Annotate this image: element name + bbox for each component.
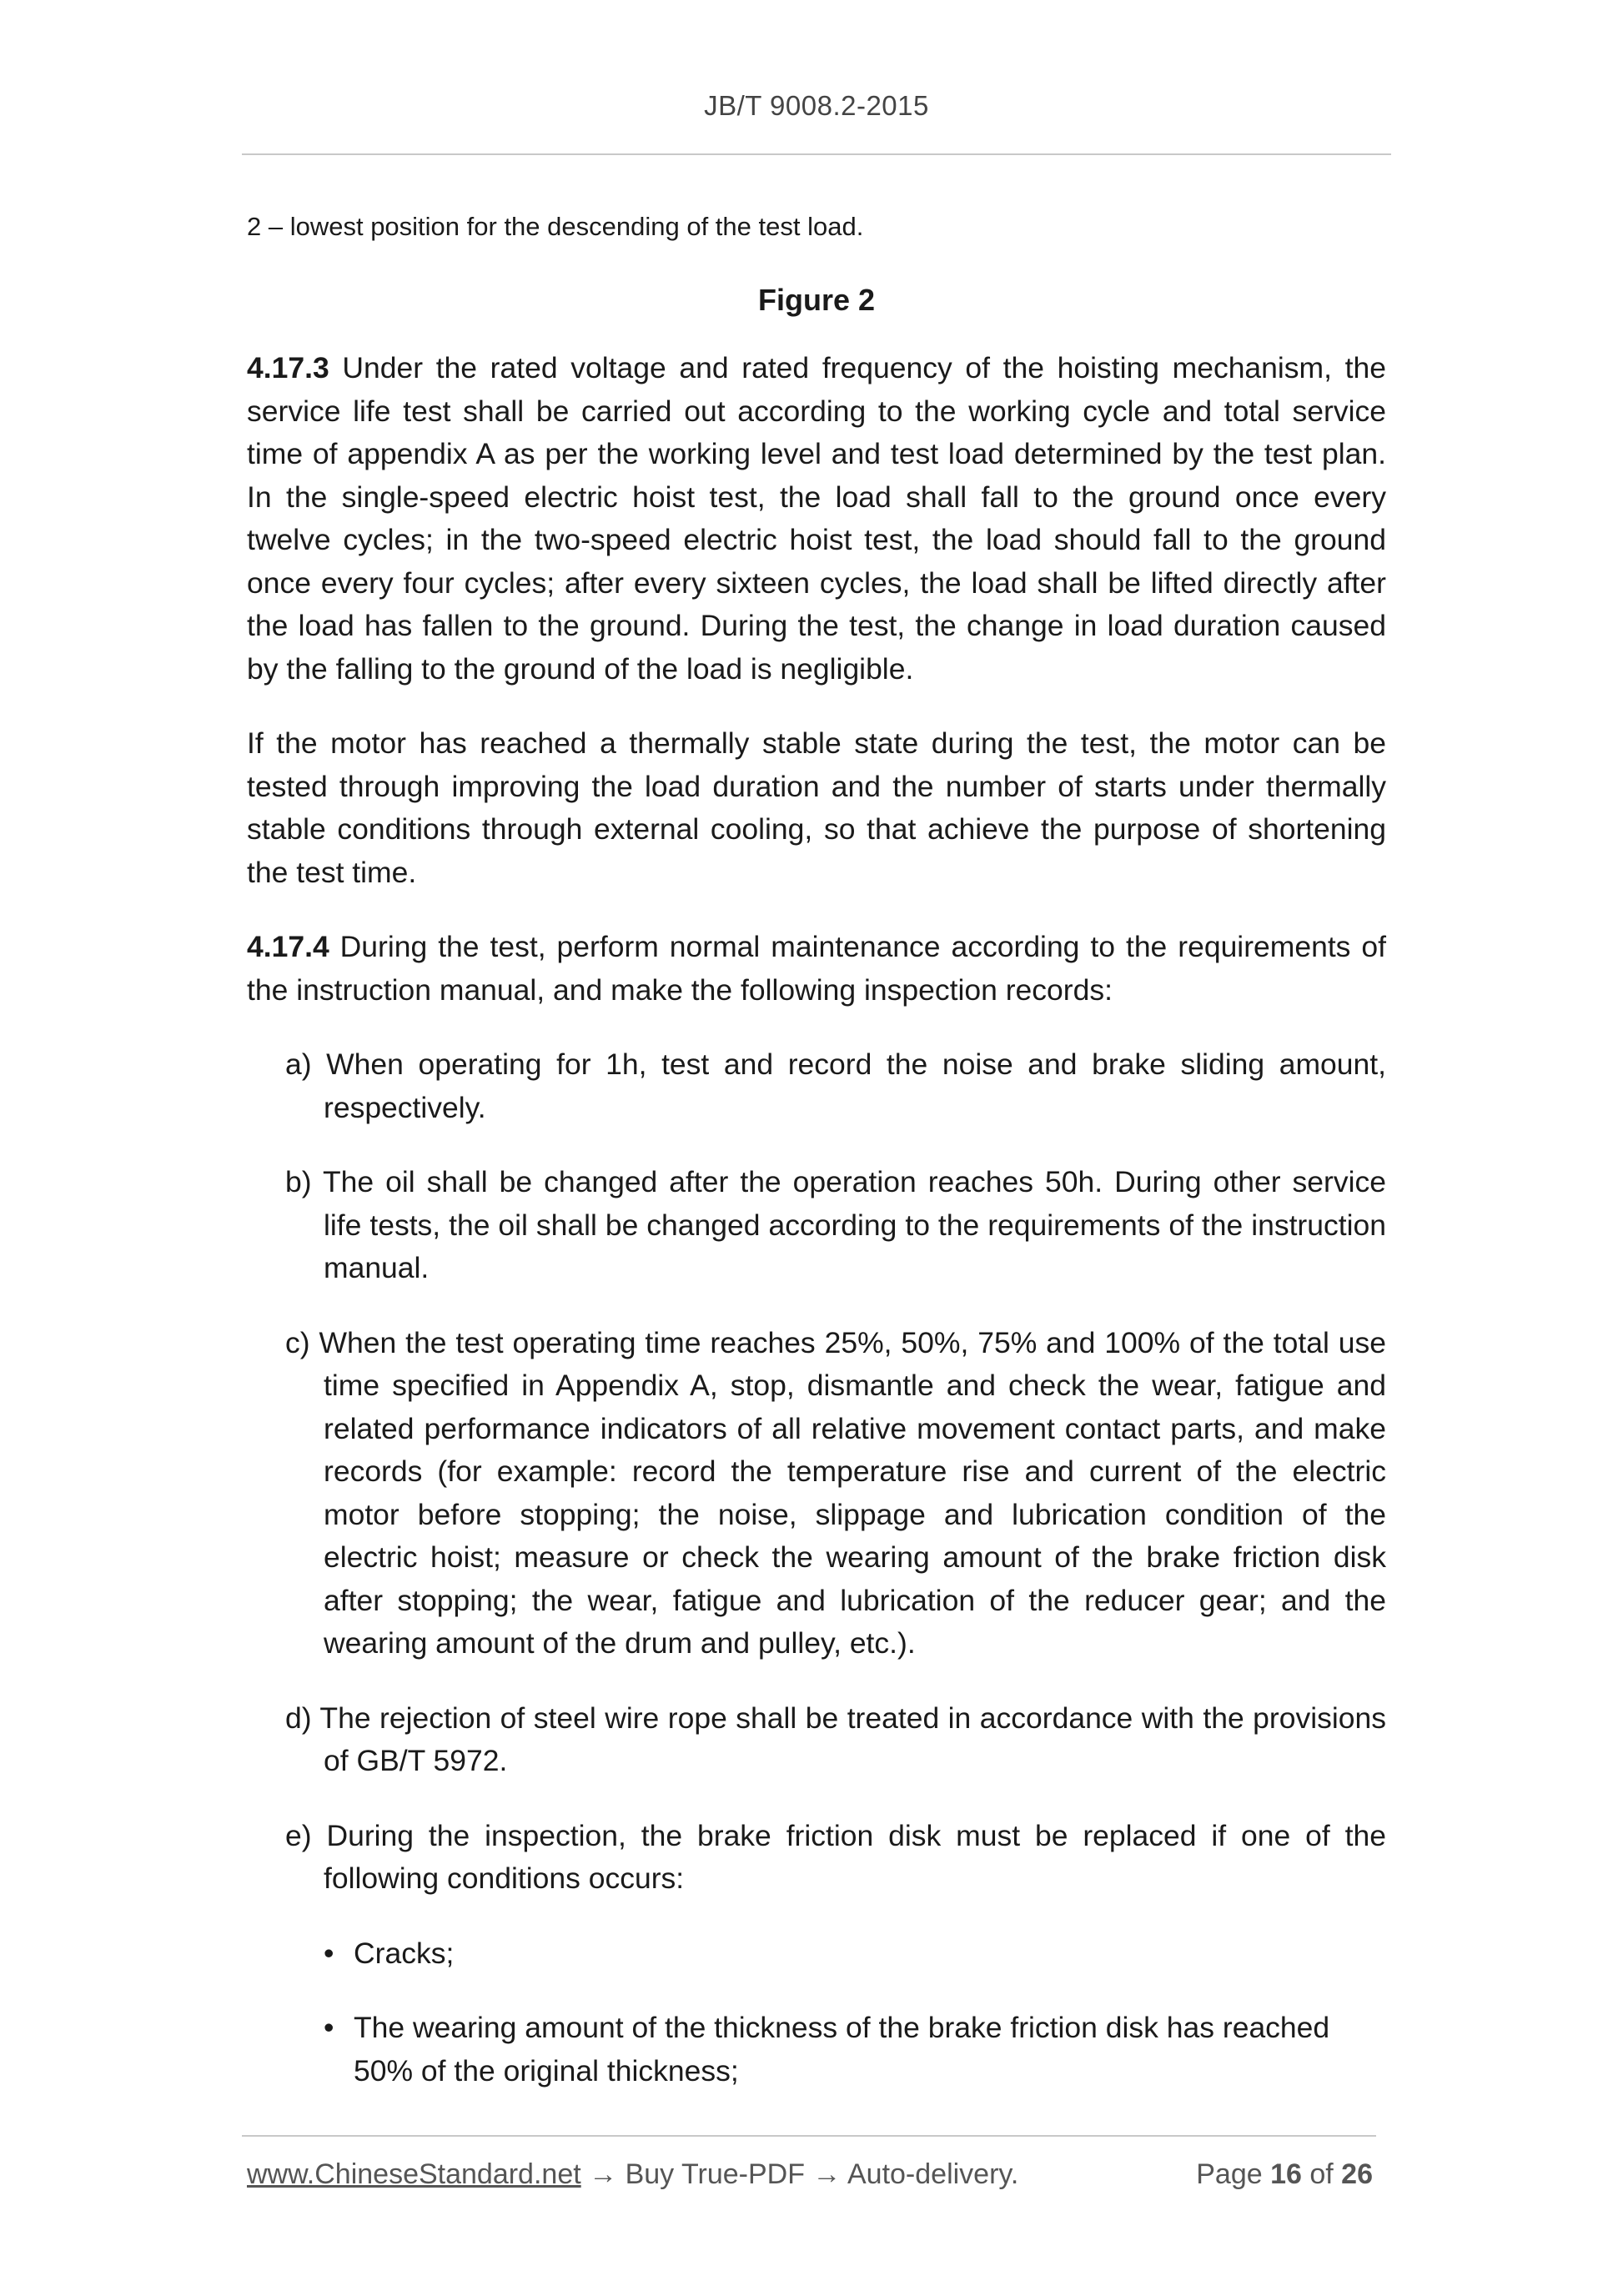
footer-divider: [242, 2135, 1376, 2137]
clause-text: Under the rated voltage and rated frequency of the hoisting mechanism, the service life test shall be carried out according to the working cycle and total service time of appendix A as per the working level and test load determined by the test plan. In the single-speed electric hoist test, the load shall fall to the ground once every twelve cycles; in the two-speed electric hoist test, the load should fall to the ground once every four cycles; after every sixteen cycles, the load shall be lifted directly after the load has fallen to the ground. During the test, the change in load duration caused by the falling to the ground of the load is negligible.: [247, 351, 1386, 686]
page-counter: [1196, 2158, 1373, 2191]
list-item-text: The rejection of steel wire rope shall be treated in accordance with the provisions of GB/T 5972.: [319, 1701, 1386, 1777]
figure-key-caption: 2 – lowest position for the descending of the test load.: [247, 212, 864, 241]
footer-promo-text: → Buy True-PDF → Auto-delivery.: [580, 2158, 1019, 2190]
figure-title: Figure 2: [757, 283, 876, 317]
clause-4-17-3: [247, 347, 1386, 691]
list-item-text: When operating for 1h, test and record the noise and brake sliding amount, respectively.: [324, 1048, 1386, 1124]
header-divider: [242, 153, 1391, 155]
paragraph-motor: If the motor has reached a thermally stable state during the test, the motor can be tested through improving the load duration and the number of starts under thermally stable conditions through external cooling, so that achieve the purpose of shortening the test time.: [247, 726, 1386, 889]
bullet-item-cracks: [324, 1932, 1386, 1976]
footer-promo: [247, 2158, 1018, 2191]
list-item-text: During the inspection, the brake friction disk must be replaced if one of the following conditions occurs:: [324, 1818, 1386, 1895]
bullet-text: Cracks;: [354, 1936, 455, 1970]
page-number: 16: [1270, 2158, 1302, 2190]
clause-number: 4.17.4: [247, 930, 329, 963]
page-header-doc-id: JB/T 9008.2-2015: [704, 90, 929, 121]
clause-number: 4.17.3: [247, 351, 329, 384]
bullet-dot-icon: •: [324, 1936, 334, 1970]
list-marker: d): [285, 1701, 312, 1735]
list-item-d: [285, 1697, 1386, 1783]
list-marker: a): [285, 1048, 312, 1081]
list-item-c: [285, 1322, 1386, 1665]
of-label: of: [1301, 2158, 1342, 2190]
list-item-text: The oil shall be changed after the operation reaches 50h. During other service life tests, the oil shall be changed according to the requirements of the instruction manual.: [322, 1165, 1386, 1284]
clause-4-17-4: [247, 926, 1386, 1012]
list-marker: e): [285, 1818, 312, 1852]
list-item-a: [285, 1043, 1386, 1129]
bullet-dot-icon: •: [324, 2011, 334, 2044]
clause-text: During the test, perform normal maintenance according to the requirements of the instruction manual, and make the following inspection records:: [247, 930, 1386, 1007]
list-item-text: When the test operating time reaches 25%, 50%, 75% and 100% of the total use time specified in Appendix A, stop, dismantle and check the wear, fatigue and related performance indicators of all relative movement contact parts, and make records (for example: record the temperature rise and current of the electric motor before stopping; the noise, slippage and lubrication condition of the electric hoist; measure or check the wearing amount of the brake friction disk after stopping; the wear, fatigue and lubrication of the reducer gear; and the wearing amount of the drum and pulley, etc.).: [319, 1325, 1386, 1660]
page-label: Page: [1196, 2158, 1271, 2190]
bullet-item-wearing: [324, 2007, 1386, 2093]
page-total: 26: [1341, 2158, 1373, 2190]
website-link[interactable]: www.ChineseStandard.net: [247, 2158, 581, 2190]
bullet-text: The wearing amount of the thickness of the brake friction disk has reached 50% of the original thickness;: [354, 2011, 1330, 2088]
list-marker: b): [285, 1165, 312, 1198]
list-marker: c): [285, 1325, 310, 1359]
document-body: [247, 208, 1386, 2124]
list-item-e: [285, 1815, 1386, 1901]
list-item-b: [285, 1161, 1386, 1290]
